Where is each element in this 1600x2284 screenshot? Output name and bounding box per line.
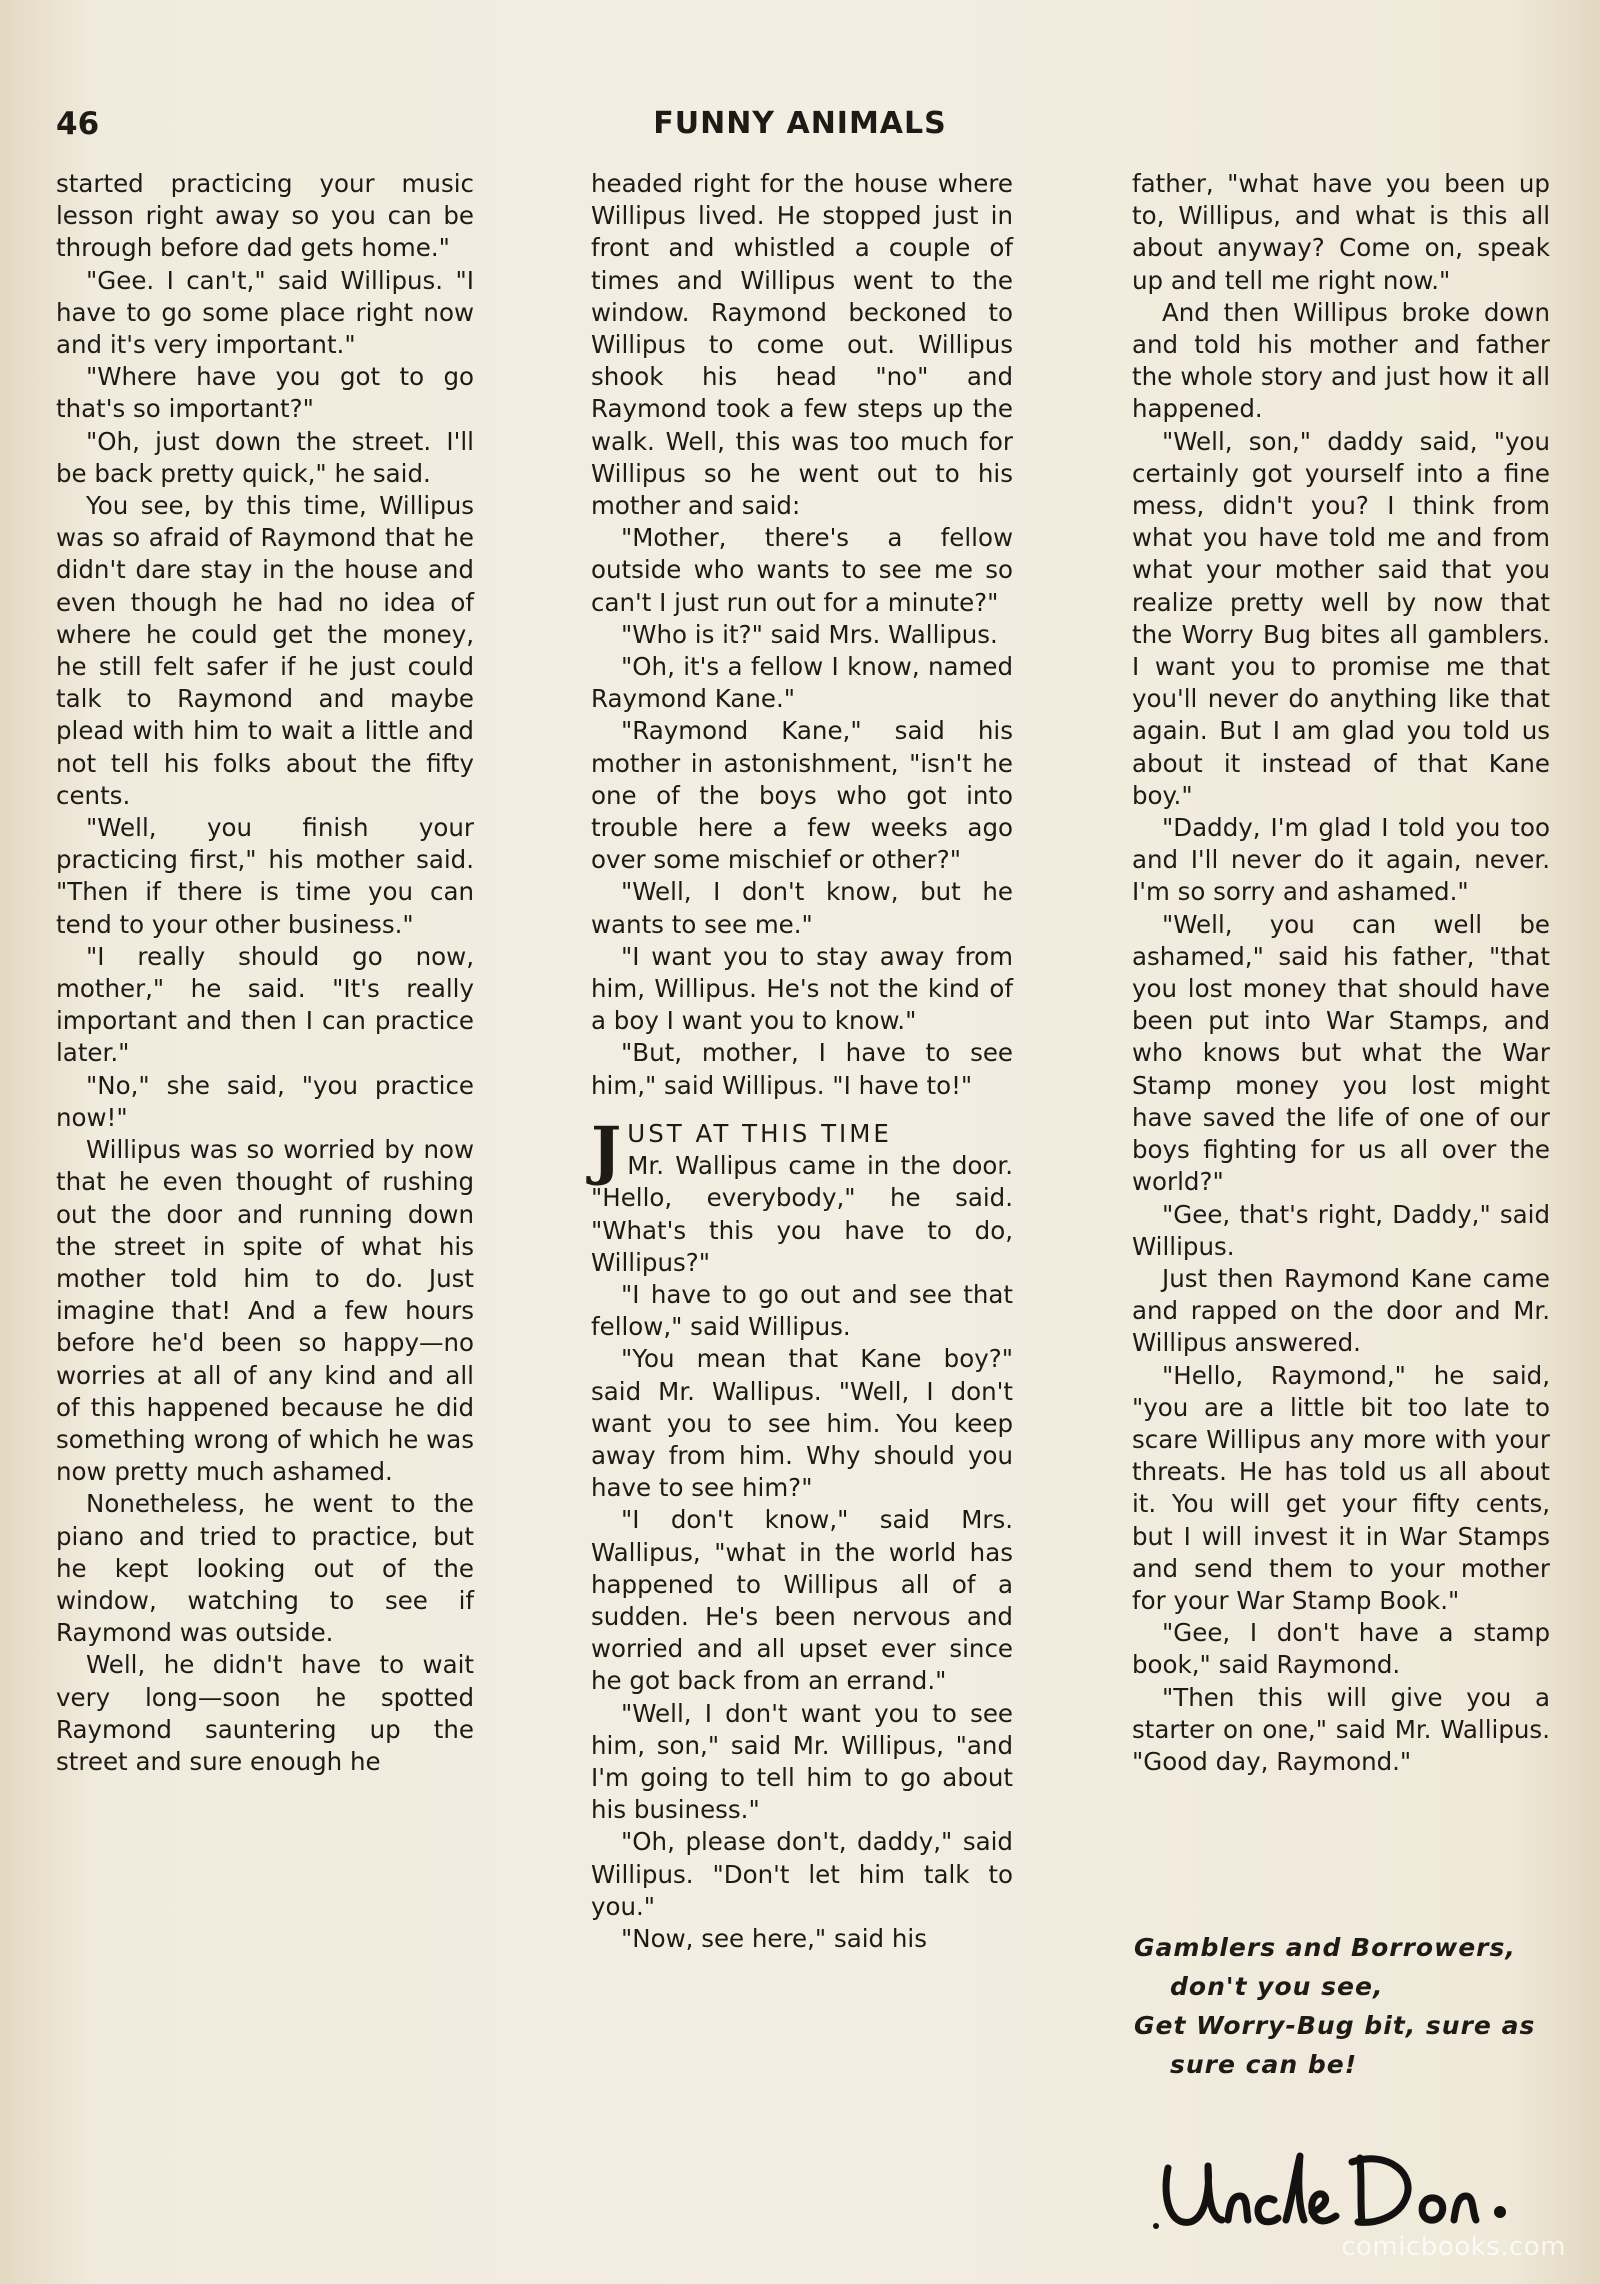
paragraph: "Well, you can well be ashamed," said his father, "that you lost money that should have been put into War Stamps, and who knows but what the War Stamp money you lost might have saved the life of one of our boys fighting for us all over the world?" <box>1132 909 1550 1197</box>
verse-line: Gamblers and Borrowers, <box>1134 1933 1516 1962</box>
paragraph: "But, mother, I have to see him," said Willipus. "I have to!" <box>591 1038 1013 1100</box>
paragraph: Well, he didn't have to wait very long—soon he spotted Raymond sauntering up the street and sure enough he <box>56 1650 474 1776</box>
paragraph: "Well, I don't know, but he wants to see me." <box>591 877 1013 939</box>
paragraph: "Hello, Raymond," he said, "you are a little bit too late to scare Willipus any more with your threats. He has told us all about it. You will get your fifty cents, but I will invest it in War Stamps and send them to your mother for your War Stamp Book." <box>1132 1360 1550 1615</box>
section-heading-caps: UST AT THIS TIME <box>627 1118 892 1148</box>
handwritten-signature <box>1148 2138 1548 2238</box>
text-column-1 <box>56 168 474 2248</box>
paragraph: "Oh, just down the street. I'll be back pretty quick," he said. <box>56 426 474 488</box>
page-header <box>0 106 1600 146</box>
paragraph: "Who is it?" said Mrs. Wallipus. <box>621 619 998 649</box>
paragraph: "Daddy, I'm glad I told you too and I'll never do it again, never. I'm so sorry and ashamed." <box>1132 813 1550 907</box>
signature-drawing <box>1148 2138 1548 2238</box>
verse-line: Get Worry-Bug bit, sure as <box>1134 2011 1536 2040</box>
paragraph: Just then Raymond Kane came and rapped on the door and Mr. Willipus answered. <box>1132 1263 1550 1358</box>
paragraph: "I really should go now, mother," he said. "It's really important and then I can practice later." <box>56 941 474 1068</box>
paragraph: Mr. Wallipus came in the door. "Hello, everybody," he said. "What's this you have to do, Willipus?" <box>591 1151 1013 1277</box>
section-heading <box>591 1112 1013 1279</box>
paragraph: Nonetheless, he went to the piano and tried to practice, but he kept looking out of the window, watching to see if Raymond was outside. <box>56 1489 474 1648</box>
paragraph: "Gee. I can't," said Willipus. "I have to go some place right now and it's very important." <box>56 265 474 360</box>
closing-verse <box>1134 1928 1564 2084</box>
verse-line: sure can be! <box>1170 2050 1358 2079</box>
paragraph: "Then this will give you a starter on one," said Mr. Wallipus. "Good day, Raymond." <box>1132 1682 1550 1776</box>
watermark: comicbooks.com <box>1341 2232 1566 2262</box>
paragraph: "No," she said, "you practice now!" <box>56 1070 474 1132</box>
text-column-3 <box>1132 168 1550 1776</box>
paragraph: "I have to go out and see that fellow," said Willipus. <box>591 1279 1013 1342</box>
paragraph: And then Willipus broke down and told his mother and father the whole story and just how it all happened. <box>1132 297 1550 424</box>
paragraph: "Well, son," daddy said, "you certainly got yourself into a fine mess, didn't you? I think from what you have told me and from what your mother said that you realize pretty well by now that the Worry Bug bites all gamblers. I want you to promise me that you'll never do anything like that again. But I am glad you told us about it instead of that Kane boy." <box>1132 426 1550 810</box>
text-column-2 <box>591 168 1013 2258</box>
paragraph: "I want you to stay away from him, Willipus. He's not the kind of a boy I want you to know." <box>591 941 1013 1036</box>
page-number: 46 <box>56 106 100 142</box>
verse-line: don't you see, <box>1170 1972 1384 2001</box>
paragraph: headed right for the house where Willipus lived. He stopped just in front and whistled a couple of times and Willipus went to the window. Raymond beckoned to Willipus to come out. Willipus shook his head "no" and Raymond took a few steps up the walk. Well, this was too much for Willipus so he went out to his mother and said: <box>591 169 1013 521</box>
paragraph: You see, by this time, Willipus was so afraid of Raymond that he didn't dare stay in the house and even though he had no idea of where he could get the money, he still felt safer if he just could talk to Raymond and maybe plead with him to wait a little and not tell his folks about the fifty cents. <box>56 491 474 810</box>
paragraph: Willipus was so worried by now that he even thought of rushing out the door and running down the street in spite of what his mother told him to do. Just imagine that! And a few hours before he'd been so happy—no worries at all of any kind and all of this happened because he did something wrong of which he was now pretty much ashamed. <box>56 1135 474 1487</box>
paragraph: "Where have you got to go that's so important?" <box>56 362 474 424</box>
paragraph: "Now, see here," said his <box>621 1923 927 1953</box>
paragraph: "Well, you finish your practicing first," his mother said. "Then if there is time you can tend to your other business." <box>56 813 474 939</box>
paragraph: "Oh, please don't, daddy," said Willipus. "Don't let him talk to you." <box>591 1827 1013 1921</box>
drop-cap: J <box>591 1112 622 1188</box>
paragraph: father, "what have you been up to, Willipus, and what is this all about anyway? Come on, speak up and tell me right now." <box>1132 169 1550 295</box>
paragraph: "Mother, there's a fellow outside who wants to see me so can't I just run out for a minute?" <box>591 523 1013 617</box>
paragraph: "Gee, that's right, Daddy," said Willipus. <box>1132 1199 1550 1261</box>
paragraph: "You mean that Kane boy?" said Mr. Wallipus. "Well, I don't want you to see him. You keep away from him. Why should you have to see him?" <box>591 1344 1013 1503</box>
paragraph: "Raymond Kane," said his mother in astonishment, "isn't he one of the boys who got into trouble here a few weeks ago over some mischief or other?" <box>591 716 1013 875</box>
paragraph: "Oh, it's a fellow I know, named Raymond Kane." <box>591 652 1013 714</box>
paragraph: "Well, I don't want you to see him, son," said Mr. Willipus, "and I'm going to tell him to go about his business." <box>591 1698 1013 1825</box>
paragraph: "Gee, I don't have a stamp book," said Raymond. <box>1132 1618 1550 1680</box>
paragraph: started practicing your music lesson right away so you can be through before dad gets home." <box>56 169 474 263</box>
page-title: FUNNY ANIMALS <box>653 106 947 141</box>
paragraph: "I don't know," said Mrs. Wallipus, "what in the world has happened to Willipus all of a sudden. He's been nervous and worried and all upset ever since he got back from an errand." <box>591 1505 1013 1696</box>
